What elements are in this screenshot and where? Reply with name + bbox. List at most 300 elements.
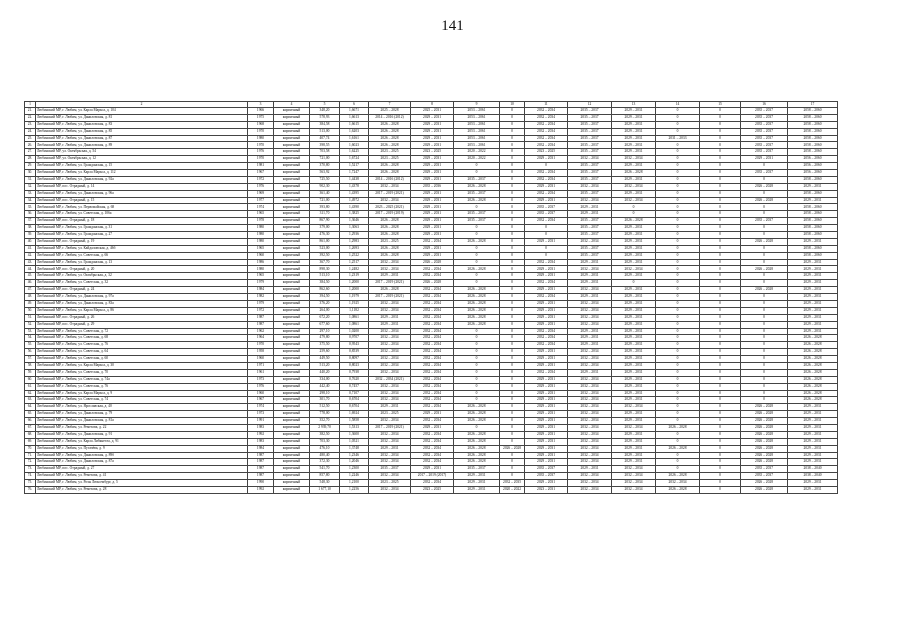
table-cell: 1,4378 — [340, 183, 369, 190]
table-row — [25, 218, 838, 225]
table-cell: 2035 – 2037 — [741, 170, 788, 177]
table-cell: 2038 – 2040 — [788, 473, 838, 480]
table-cell: 2029 – 2031 — [788, 438, 838, 445]
table-cell: 2029 – 2031 — [612, 135, 656, 142]
table-cell: 1,2346 — [340, 452, 369, 459]
table-row — [25, 190, 838, 197]
register-table — [24, 101, 838, 494]
table-cell: 376,20 — [310, 300, 340, 307]
row-number: 44. — [25, 266, 36, 273]
table-cell: 2032 – 2034 — [369, 438, 411, 445]
table-cell: кирпичный — [274, 280, 310, 287]
table-cell: 0 — [656, 232, 700, 239]
table-cell: 0 — [700, 121, 741, 128]
table-cell: 1,0861 — [340, 321, 369, 328]
table-row — [25, 176, 838, 183]
table-cell: 2029 – 2031 — [788, 307, 838, 314]
table-cell: 2058 – 2060 — [788, 232, 838, 239]
table-cell: 2032 – 2034 — [568, 287, 612, 294]
table-cell: 0 — [454, 259, 500, 266]
table-cell: 2023 – 2025 — [369, 149, 411, 156]
table-cell: 513,00 — [310, 128, 340, 135]
table-cell: 2026 – 2028 — [369, 287, 411, 294]
table-cell: 0 — [700, 183, 741, 190]
table-cell: 2053 – 2061 — [454, 108, 500, 115]
table-cell: 0 — [656, 418, 700, 425]
table-cell: 0 — [500, 459, 525, 466]
table-cell: 375,50 — [310, 342, 340, 349]
table-cell: 2035 – 2037 — [568, 128, 612, 135]
table-cell: 857,80 — [310, 473, 340, 480]
row-number: 66. — [25, 418, 36, 425]
table-cell: 2032 – 2034 — [568, 397, 612, 404]
table-cell: кирпичный — [274, 142, 310, 149]
table-cell: кирпичный — [274, 473, 310, 480]
table-cell: 2029 – 2031 — [788, 314, 838, 321]
table-cell: 2029 – 2031 — [568, 280, 612, 287]
table-cell: 0 — [454, 204, 500, 211]
table-cell: 2029 – 2031 — [411, 232, 454, 239]
table-cell: кирпичный — [274, 411, 310, 418]
table-cell: 2029 – 2031 — [411, 225, 454, 232]
table-cell: 2017 – 2019 (2019) — [369, 211, 411, 218]
table-cell: 0 — [500, 183, 525, 190]
table-cell: 0 — [656, 294, 700, 301]
table-cell: 2026 – 2028 — [454, 287, 500, 294]
address-cell: Любинский МР, г. Любим, ул. Даниловская, д. 89 — [36, 142, 248, 149]
table-cell: 0 — [700, 273, 741, 280]
table-cell: 703,58 — [310, 149, 340, 156]
address-cell: Любинский МР, г. Любим, ул. Советская, д. 60 — [36, 356, 248, 363]
row-number: 60. — [25, 376, 36, 383]
table-cell: 0 — [700, 238, 741, 245]
table-cell: кирпичный — [274, 238, 310, 245]
table-cell: 0 — [500, 218, 525, 225]
table-cell: 2026 – 2028 — [454, 238, 500, 245]
table-cell: 1983 — [248, 424, 274, 431]
table-row — [25, 452, 838, 459]
table-cell: 0,6704 — [340, 397, 369, 404]
table-cell: 0 — [500, 232, 525, 239]
table-cell: 2026 – 2028 — [656, 445, 700, 452]
table-cell: 2029 – 2031 — [525, 459, 568, 466]
table-cell: 0,7620 — [340, 376, 369, 383]
table-cell: 2029 – 2031 — [612, 342, 656, 349]
table-cell: кирпичный — [274, 452, 310, 459]
table-cell: кирпичный — [274, 232, 310, 239]
table-cell: 2029 – 2031 — [411, 197, 454, 204]
address-cell: Любинский МР, г. Любим, ул. Советская, д. 76 — [36, 342, 248, 349]
table-cell: 0 — [700, 135, 741, 142]
table-cell: 1,2246 — [340, 473, 369, 480]
table-cell: 2032 – 2034 — [525, 128, 568, 135]
table-cell: кирпичный — [274, 314, 310, 321]
table-cell: 1969 — [248, 190, 274, 197]
table-cell: 1,6924 — [340, 411, 369, 418]
table-cell: 394,50 — [310, 294, 340, 301]
table-cell: 1964 — [248, 335, 274, 342]
table-cell: 2029 – 2031 — [788, 424, 838, 431]
table-cell: 0 — [700, 466, 741, 473]
table-row — [25, 445, 838, 452]
table-cell: 2026 – 2028 — [741, 459, 788, 466]
table-cell: 1965 — [248, 273, 274, 280]
table-cell: 2029 – 2031 — [568, 466, 612, 473]
table-cell: 2029 – 2031 — [568, 342, 612, 349]
table-cell: 0 — [500, 466, 525, 473]
table-cell: 0 — [700, 473, 741, 480]
table-cell: 0 — [500, 287, 525, 294]
row-number: 64. — [25, 404, 36, 411]
table-cell: 1974 — [248, 204, 274, 211]
table-cell: 2029 – 2031 — [525, 431, 568, 438]
table-cell: 0 — [454, 273, 500, 280]
column-number: 2 — [36, 102, 248, 108]
table-cell: 2029 – 2031 — [788, 404, 838, 411]
table-cell: 2032 – 2034 — [568, 431, 612, 438]
table-cell: 0,8539 — [340, 349, 369, 356]
row-number: 56. — [25, 349, 36, 356]
address-cell: Любинский МР, г. Любим, ул. Советская, д. 74а — [36, 376, 248, 383]
table-cell: 2029 – 2031 — [612, 307, 656, 314]
table-row — [25, 259, 838, 266]
table-cell: 2032 – 2034 — [369, 349, 411, 356]
row-number: 21. — [25, 108, 36, 115]
table-cell: 1 677,10 — [310, 486, 340, 493]
table-cell: кирпичный — [274, 397, 310, 404]
table-cell: 2029 – 2031 — [411, 128, 454, 135]
table-cell: 2017 – 2019 (2017) — [411, 473, 454, 480]
table-cell: 1977 — [248, 197, 274, 204]
row-number: 48. — [25, 294, 36, 301]
table-cell: 0 — [700, 445, 741, 452]
table-cell: 0 — [500, 238, 525, 245]
table-cell: 2032 – 2034 — [568, 418, 612, 425]
table-cell: 2029 – 2031 — [525, 287, 568, 294]
table-cell: 512,50 — [310, 404, 340, 411]
table-cell: 0 — [500, 121, 525, 128]
table-cell: 0 — [656, 466, 700, 473]
table-cell: 2058 – 2060 — [788, 128, 838, 135]
table-cell: 264,00 — [310, 307, 340, 314]
table-row — [25, 170, 838, 177]
table-cell: 1961 — [248, 369, 274, 376]
table-cell: 393,80 — [310, 204, 340, 211]
table-row — [25, 431, 838, 438]
row-number: 76. — [25, 486, 36, 493]
table-cell: 2032 – 2034 — [411, 362, 454, 369]
table-cell: 2032 – 2034 — [525, 335, 568, 342]
table-cell: 1,6615 — [340, 121, 369, 128]
table-cell: 2029 – 2031 — [612, 452, 656, 459]
table-cell: 2032 – 2034 — [411, 328, 454, 335]
table-cell: 0 — [500, 376, 525, 383]
table-row — [25, 135, 838, 142]
table-cell: 1,3063 — [340, 225, 369, 232]
column-number: 1 — [25, 102, 36, 108]
table-cell: 0 — [700, 397, 741, 404]
table-cell: 2035 – 2036 — [411, 183, 454, 190]
row-number: 57. — [25, 356, 36, 363]
table-cell: 2058 – 2060 — [788, 211, 838, 218]
table-cell: 0 — [656, 431, 700, 438]
table-cell: 2029 – 2031 — [525, 314, 568, 321]
table-cell: 0 — [500, 108, 525, 115]
table-cell: 861,00 — [310, 238, 340, 245]
table-cell: кирпичный — [274, 459, 310, 466]
table-cell: 398,55 — [310, 142, 340, 149]
address-cell: Любинский МР, г. Любим, ул. Советская, д. 70 — [36, 369, 248, 376]
table-row — [25, 273, 838, 280]
table-cell: 301,70 — [310, 397, 340, 404]
table-row — [25, 349, 838, 356]
table-cell: 0 — [700, 266, 741, 273]
table-cell: кирпичный — [274, 438, 310, 445]
table-cell: 2032 – 2034 — [525, 114, 568, 121]
table-cell: 0 — [454, 232, 500, 239]
table-cell: 2032 – 2034 — [369, 335, 411, 342]
table-cell: 0 — [454, 383, 500, 390]
table-cell: 1975 — [248, 114, 274, 121]
table-cell: 0 — [500, 149, 525, 156]
table-cell: кирпичный — [274, 176, 310, 183]
table-cell: 0 — [500, 369, 525, 376]
table-cell: 1976 — [248, 183, 274, 190]
table-cell: кирпичный — [274, 252, 310, 259]
table-row — [25, 232, 838, 239]
table-cell: 2032 – 2034 — [568, 349, 612, 356]
table-cell: кирпичный — [274, 383, 310, 390]
table-row — [25, 411, 838, 418]
table-cell: 2026 – 2028 — [741, 418, 788, 425]
table-cell: 2026 – 2028 — [369, 232, 411, 239]
table-cell: 1,2482 — [340, 266, 369, 273]
table-cell: 2056 – 2060 — [788, 170, 838, 177]
table-cell: 0 — [741, 328, 788, 335]
table-cell: 384,50 — [310, 280, 340, 287]
table-row — [25, 128, 838, 135]
table-cell: 0 — [500, 211, 525, 218]
table-cell: 0 — [741, 294, 788, 301]
table-cell: 0 — [741, 321, 788, 328]
table-cell: 2035 – 2037 — [741, 121, 788, 128]
table-cell: 2026 – 2028 — [656, 473, 700, 480]
table-cell: 2029 – 2031 — [612, 438, 656, 445]
table-cell: 0 — [656, 438, 700, 445]
table-cell: 449,50 — [310, 356, 340, 363]
table-cell: 0 — [741, 280, 788, 287]
table-cell: 2058 – 2060 — [788, 190, 838, 197]
table-cell: 2026 – 2028 — [454, 314, 500, 321]
table-cell: 0 — [656, 149, 700, 156]
table-cell: 0 — [500, 390, 525, 397]
table-cell: кирпичный — [274, 404, 310, 411]
table-cell: 2029 – 2031 — [612, 356, 656, 363]
table-cell: 0 — [700, 383, 741, 390]
page-number: 141 — [441, 18, 464, 34]
address-cell: Любинский МР, г. Любим, ул. Карла Маркса, д. 104 — [36, 108, 248, 115]
table-cell: 1960 — [248, 390, 274, 397]
table-row — [25, 321, 838, 328]
table-cell: 0 — [656, 273, 700, 280]
table-row — [25, 300, 838, 307]
table-cell: 1,0200 — [340, 328, 369, 335]
table-cell: кирпичный — [274, 356, 310, 363]
table-cell: 2032 – 2034 — [568, 424, 612, 431]
table-cell: 0 — [612, 280, 656, 287]
table-cell: 0 — [500, 273, 525, 280]
table-row — [25, 294, 838, 301]
table-cell: 721,00 — [310, 197, 340, 204]
table-cell: 2029 – 2031 — [568, 369, 612, 376]
table-cell: 2035 – 2037 — [741, 128, 788, 135]
table-cell: 2032 – 2034 — [525, 328, 568, 335]
table-cell: 2029 – 2031 — [568, 335, 612, 342]
table-cell: 0 — [500, 245, 525, 252]
table-cell: 2029 – 2031 — [568, 211, 612, 218]
table-cell: 2029 – 2031 — [454, 486, 500, 493]
table-cell: 2032 – 2034 — [411, 397, 454, 404]
table-cell: 2029 – 2031 — [612, 376, 656, 383]
table-cell: 2029 – 2031 — [612, 287, 656, 294]
table-cell: 0 — [656, 362, 700, 369]
table-cell: 2029 – 2031 — [411, 190, 454, 197]
address-cell: Любинский МР, г. Любим, ул. Советская, д. 32 — [36, 280, 248, 287]
table-cell: 2032 – 2034 — [369, 266, 411, 273]
table-cell: 2029 – 2031 — [612, 114, 656, 121]
table-cell: 2032 – 2034 — [568, 452, 612, 459]
table-cell: 0 — [500, 411, 525, 418]
table-cell: 0 — [700, 342, 741, 349]
row-number: 74. — [25, 473, 36, 480]
table-cell: 2029 – 2031 — [525, 321, 568, 328]
table-cell: 2032 – 2034 — [411, 356, 454, 363]
table-cell: 0 — [454, 369, 500, 376]
table-cell: 2029 – 2031 — [788, 445, 838, 452]
table-cell: 0 — [700, 108, 741, 115]
row-number: 31. — [25, 176, 36, 183]
table-cell: 0 — [612, 204, 656, 211]
table-cell: 1,2000 — [340, 280, 369, 287]
table-cell: кирпичный — [274, 287, 310, 294]
address-cell: Любинский МР, г. Любим, ул. Даниловская, д. 83 — [36, 121, 248, 128]
table-cell: 2032 – 2034 — [525, 142, 568, 149]
table-cell: 1,4390 — [340, 204, 369, 211]
table-cell: 2029 – 2031 — [788, 321, 838, 328]
table-row — [25, 418, 838, 425]
table-cell: 1974 — [248, 404, 274, 411]
table-cell: 2026 – 2028 — [741, 445, 788, 452]
table-cell: 2032 – 2034 — [411, 314, 454, 321]
address-cell: Любинский МР, г. Любим, ул. Даниловская, д. 91 — [36, 431, 248, 438]
table-cell: 2029 – 2031 — [612, 335, 656, 342]
table-cell: 1971 — [248, 362, 274, 369]
column-number: 13 — [612, 102, 656, 108]
table-cell: 298,10 — [310, 390, 340, 397]
table-cell: 0 — [700, 294, 741, 301]
table-cell: 2026 – 2028 — [454, 411, 500, 418]
table-cell: 2032 – 2034 — [369, 486, 411, 493]
table-cell: 2029 – 2031 — [411, 142, 454, 149]
table-cell: 0 — [656, 356, 700, 363]
table-row — [25, 356, 838, 363]
table-cell: 2029 – 2031 — [788, 411, 838, 418]
table-cell: 2032 – 2034 — [568, 307, 612, 314]
table-cell: 2032 – 2034 — [411, 349, 454, 356]
row-number: 47. — [25, 287, 36, 294]
address-cell: Любинский МР, г. Любим, ул. Советская, д. 76 — [36, 383, 248, 390]
table-cell: 2026 – 2028 — [788, 397, 838, 404]
table-cell: 2035 – 2037 — [525, 473, 568, 480]
table-cell: 2056 – 2060 — [788, 156, 838, 163]
table-cell: 2029 – 2031 — [525, 411, 568, 418]
table-cell: 2029 – 2031 — [411, 424, 454, 431]
table-cell: 0 — [741, 397, 788, 404]
table-cell: 2032 – 2034 — [411, 404, 454, 411]
address-cell: Любинский МР, г. Любим, ул. Гражданская, д. 27 — [36, 232, 248, 239]
table-cell: 2035 – 2037 — [454, 190, 500, 197]
table-cell: 0 — [700, 287, 741, 294]
table-cell: 0 — [741, 204, 788, 211]
table-cell: 2029 – 2031 — [525, 383, 568, 390]
table-cell: 2029 – 2031 — [612, 252, 656, 259]
table-cell: 2029 – 2031 — [525, 424, 568, 431]
table-cell: 382,50 — [310, 431, 340, 438]
table-cell: 0 — [656, 266, 700, 273]
table-cell: 1987 — [248, 459, 274, 466]
table-cell: кирпичный — [274, 431, 310, 438]
table-cell: 1,5858 — [340, 418, 369, 425]
table-cell: 0,7107 — [340, 390, 369, 397]
table-cell: 0 — [741, 225, 788, 232]
table-cell: 440,20 — [310, 369, 340, 376]
table-cell: 0 — [500, 128, 525, 135]
address-cell: Любинский МР, г. Любим, ул. Ремезова, д. 22 — [36, 424, 248, 431]
table-cell: 2029 – 2031 — [612, 445, 656, 452]
table-cell: 0 — [656, 156, 700, 163]
table-cell: 0 — [454, 362, 500, 369]
table-cell: 2029 – 2031 — [525, 362, 568, 369]
table-cell: 2029 – 2031 — [788, 459, 838, 466]
column-number: 17 — [788, 102, 838, 108]
table-row — [25, 314, 838, 321]
row-number: 55. — [25, 342, 36, 349]
column-number: 11 — [525, 102, 568, 108]
table-cell: 0 — [500, 170, 525, 177]
table-cell: 2029 – 2031 — [369, 314, 411, 321]
table-cell: 2029 – 2031 — [612, 245, 656, 252]
table-cell: 1967 — [248, 397, 274, 404]
table-cell: 1987 — [248, 452, 274, 459]
address-cell: Любинский МР, пос. Отрадный, д. 14 — [36, 183, 248, 190]
table-cell: 2032 – 2034 — [525, 342, 568, 349]
table-cell: 0 — [656, 225, 700, 232]
row-number: 50. — [25, 307, 36, 314]
address-cell: Любинский МР, г. Любим, ул. Даниловская, д. 96а — [36, 190, 248, 197]
table-cell: 1973 — [248, 376, 274, 383]
table-cell: 0 — [656, 204, 700, 211]
row-number: 53. — [25, 328, 36, 335]
table-cell: 2029 – 2031 — [454, 480, 500, 487]
table-cell: 2029 – 2031 — [612, 349, 656, 356]
table-row — [25, 149, 838, 156]
table-cell: 0 — [700, 176, 741, 183]
table-cell: 2035 – 2037 — [369, 466, 411, 473]
address-cell: Любинский МР, г. Любим, ул. Первомайская, д. 68 — [36, 204, 248, 211]
table-cell: 2032 – 2034 — [568, 459, 612, 466]
table-cell: 2058 – 2060 — [788, 225, 838, 232]
table-cell: 0 — [741, 349, 788, 356]
